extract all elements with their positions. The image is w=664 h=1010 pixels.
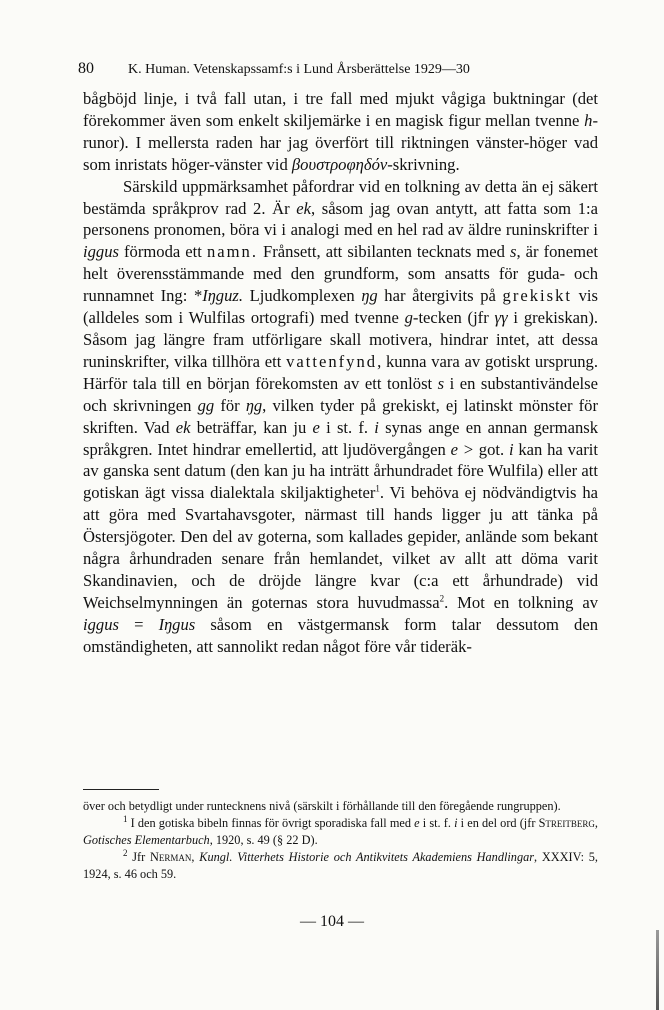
paragraph-2: Särskild uppmärksamhet påfordrar vid en tolkning av detta än ej säkert bestämda språkprov rad 2. Är ek, såsom jag ovan antytt, att fatta som 1:a personens pronomen, böra vi i analogi med en hel rad av äldre runinskrifter i iggus förmoda ett namn. Frånsett, att sibilanten tecknats med s, är fonemet helt överensstämmande med den grundform, som ansatts för guda- och runnamnet Ing: *Iŋguz. Ljudkomplexen ŋg har återgivits på grekiskt vis (alldeles som i Wulfilas ortografi) med tvenne g-tecken (jfr γγ i grekiskan). Såsom jag längre fram utförligare skall motivera, hindrar intet, att dessa runinskrifter, vilka tillhöra ett vattenfynd, kunna vara av gotiskt ursprung. Härför tala till en början förekomsten av ett tonlöst s i en substantivändelse och skrivningen gg för ŋg, vilken tyder på grekiskt, ej latinskt mönster för skriften. Vad ek beträffar, kan ju e i st. f. i synas ange en annan germansk språkgren. Intet hindrar emellertid, att ljudövergången e > got. i kan ha varit av ganska sent datum (den kan ju ha inträtt århundradet före Wulfila) eller att gotiskan ägt vissa dialektala skiljaktigheter$^1$. Vi behöva ej nödvändigtvis ha att göra med Svartahavsgoter, närmast till hands ligger ju att tänka på Östersjögoter. Den del av goterna, som kallades gepider, anlände som bekant några århundraden senare från hemlandet, vilket av allt att döma varit Skandinavien, och de dröjde längre kvar (c:a ett århundrade) vid Weichselmynningen än goternas stora huvudmassa$^2$. Mot en tolkning av iggus = Iŋgus såsom en västgermansk form talar dessutom den omständigheten, att sannolikt redan något före vår tideräk- [83,176,599,656]
body-text [83,88,598,658]
footnote-divider [83,789,159,790]
running-header [78,60,598,78]
running-title: K. Human. Vetenskapssamf:s i Lund Årsberättelse 1929—30 [128,62,470,77]
footnote-2: $^2$ Jfr Nerman, Kungl. Vitterhets Historie och Antikvitets Akademiens Handlingar, XXXIV: 5, 1924, s. 46 och 59. [83,847,599,881]
paragraph-1: bågböjd linje, i två fall utan, i tre fall med mjukt vågiga buktningar (det förekommer även som enkelt skiljemärke i en magisk figur mellan tvenne h-runor). I mellersta raden har jag överfört till riktningen vänster-höger vad som inristats höger-vänster vid βουστροφηδόν-skrivning. [83,89,598,174]
footnotes [83,798,598,883]
page-number: 80 [78,60,94,77]
scan-edge-mark [656,930,659,1010]
footnote-1: $^1$ I den gotiska bibeln finnas för övrigt sporadiska fall med e i st. f. i i en del ord (jfr Streitberg, Gotisches Elementarbuch, 1920, s. 49 (§ 22 D). [83,813,598,847]
greek-word: βουστροφηδόν [291,154,388,174]
footnote-continuation: över och betydligt under runtecknens nivå (särskilt i förhållande till den föregående rungruppen). [83,799,561,813]
folio-page-number: — 104 — [300,913,364,930]
footnote-ref-2: 2 [439,593,445,604]
footnote-ref-1: 1 [375,483,380,494]
